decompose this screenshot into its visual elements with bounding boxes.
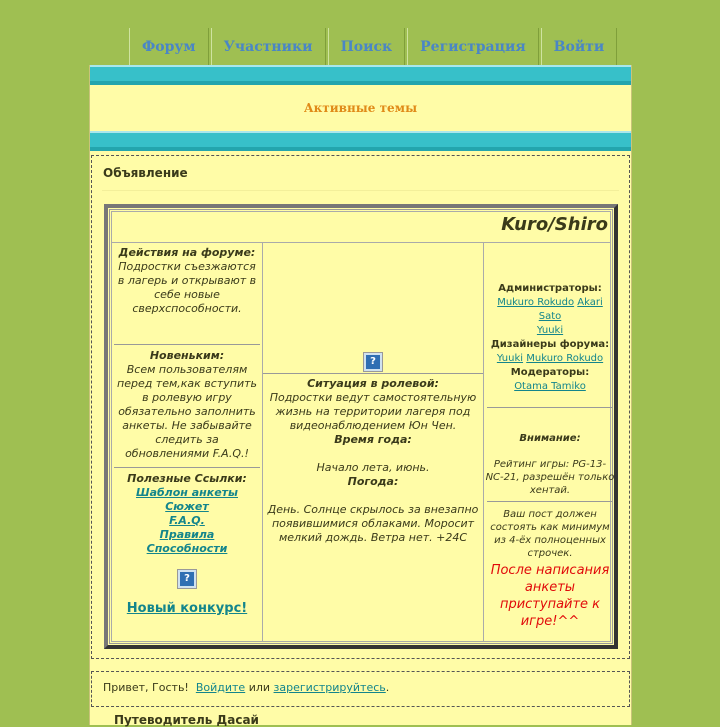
link-plot[interactable]: Сюжет [165, 500, 209, 513]
links-title: Полезные Ссылки: [127, 472, 247, 485]
divider [487, 501, 613, 502]
link-template[interactable]: Шаблон анкеты [135, 486, 238, 499]
broken-image-icon: ? [364, 353, 382, 371]
season-title: Время года: [334, 433, 412, 446]
weather-text: День. Солнце скрылось за внезапно появившимися облаками. Моросит мелкий дождь. Ветра нет. +24С [267, 503, 479, 544]
designers-title: Дизайнеры форума: [490, 339, 610, 350]
weather-title: Погода: [347, 475, 399, 488]
link-abilities[interactable]: Способности [146, 542, 228, 555]
header-bar [90, 65, 631, 85]
bottom-section-title: Путеводитель Дасай [114, 713, 259, 727]
season-text: Начало лета, июнь. [316, 461, 430, 474]
moderator-link[interactable]: Otama Tamiko [514, 381, 586, 392]
situation-text: Подростки ведут самостоятельную жизнь на территории лагеря под видеонаблюдением Юн Чен. [269, 391, 477, 432]
post-length-text: Ваш пост должен состоять как минимум из 4-ёх полноценных строчек. [490, 509, 610, 559]
admin-link[interactable]: Yuuki [536, 325, 564, 336]
divider [263, 373, 483, 374]
admin-link[interactable]: Akari Sato [538, 297, 603, 322]
actions-text: Подростки съезжаются в лагерь и открывают в себе новые сверхспособности. [117, 260, 257, 315]
announcement-block [91, 155, 630, 659]
mods-title: Модераторы: [510, 367, 590, 378]
admins-title: Администраторы: [498, 283, 602, 294]
board-inner [111, 211, 615, 642]
nav-search[interactable]: Поиск [328, 28, 406, 66]
login-link[interactable]: Войдите [195, 681, 246, 694]
greeting-text: Привет, Гость! [103, 681, 189, 694]
admin-link[interactable]: Mukuro Rokudo [497, 297, 575, 308]
greeting-suffix: . [385, 681, 390, 694]
active-topics-link[interactable]: Активные темы [303, 101, 418, 115]
designer-link[interactable]: Yuuki [496, 353, 524, 364]
nav-register[interactable]: Регистрация [407, 28, 539, 66]
actions-title: Действия на форуме: [118, 246, 256, 259]
nav-login[interactable]: Войти [541, 28, 618, 66]
nav-forum[interactable]: Форум [129, 28, 209, 66]
link-faq[interactable]: F.A.Q. [169, 514, 205, 527]
divider [114, 467, 260, 468]
broken-image-icon: ? [178, 570, 196, 588]
greeting-or: или [248, 681, 271, 694]
newbie-title: Новеньким: [149, 349, 225, 362]
newbie-text: Всем пользователям перед тем,как вступить в ролевую игру обязательно заполнить анкеты. Не забывайте следить за обновлениями F.A.Q.! [117, 363, 257, 460]
middle-column [263, 243, 484, 641]
header-bar-bottom [90, 131, 631, 151]
contest-link[interactable]: Новый конкурс! [126, 601, 248, 616]
announcement-board [104, 204, 618, 649]
left-column [112, 243, 263, 641]
register-link[interactable]: зарегистрируйтесь [273, 681, 386, 694]
greeting-bar [91, 671, 630, 707]
right-column [485, 243, 615, 641]
link-rules[interactable]: Правила [159, 528, 215, 541]
divider [102, 190, 619, 191]
rating-text: Рейтинг игры: PG-13-NC-21, разрешён только хентай. [485, 459, 615, 496]
nav-members[interactable]: Участники [211, 28, 326, 66]
designer-link[interactable]: Mukuro Rokudo [526, 353, 604, 364]
divider [114, 344, 260, 345]
situation-title: Ситуация в ролевой: [307, 377, 439, 390]
brand-title: Kuro/Shiro [501, 214, 608, 235]
divider [487, 407, 613, 408]
start-playing-note: После написания анкеты приступайте к игре!^^ [490, 563, 610, 629]
page-wrapper [89, 65, 632, 725]
top-nav [129, 28, 619, 66]
announcement-title: Объявление [103, 166, 188, 180]
attention-title: Внимание: [519, 433, 581, 444]
